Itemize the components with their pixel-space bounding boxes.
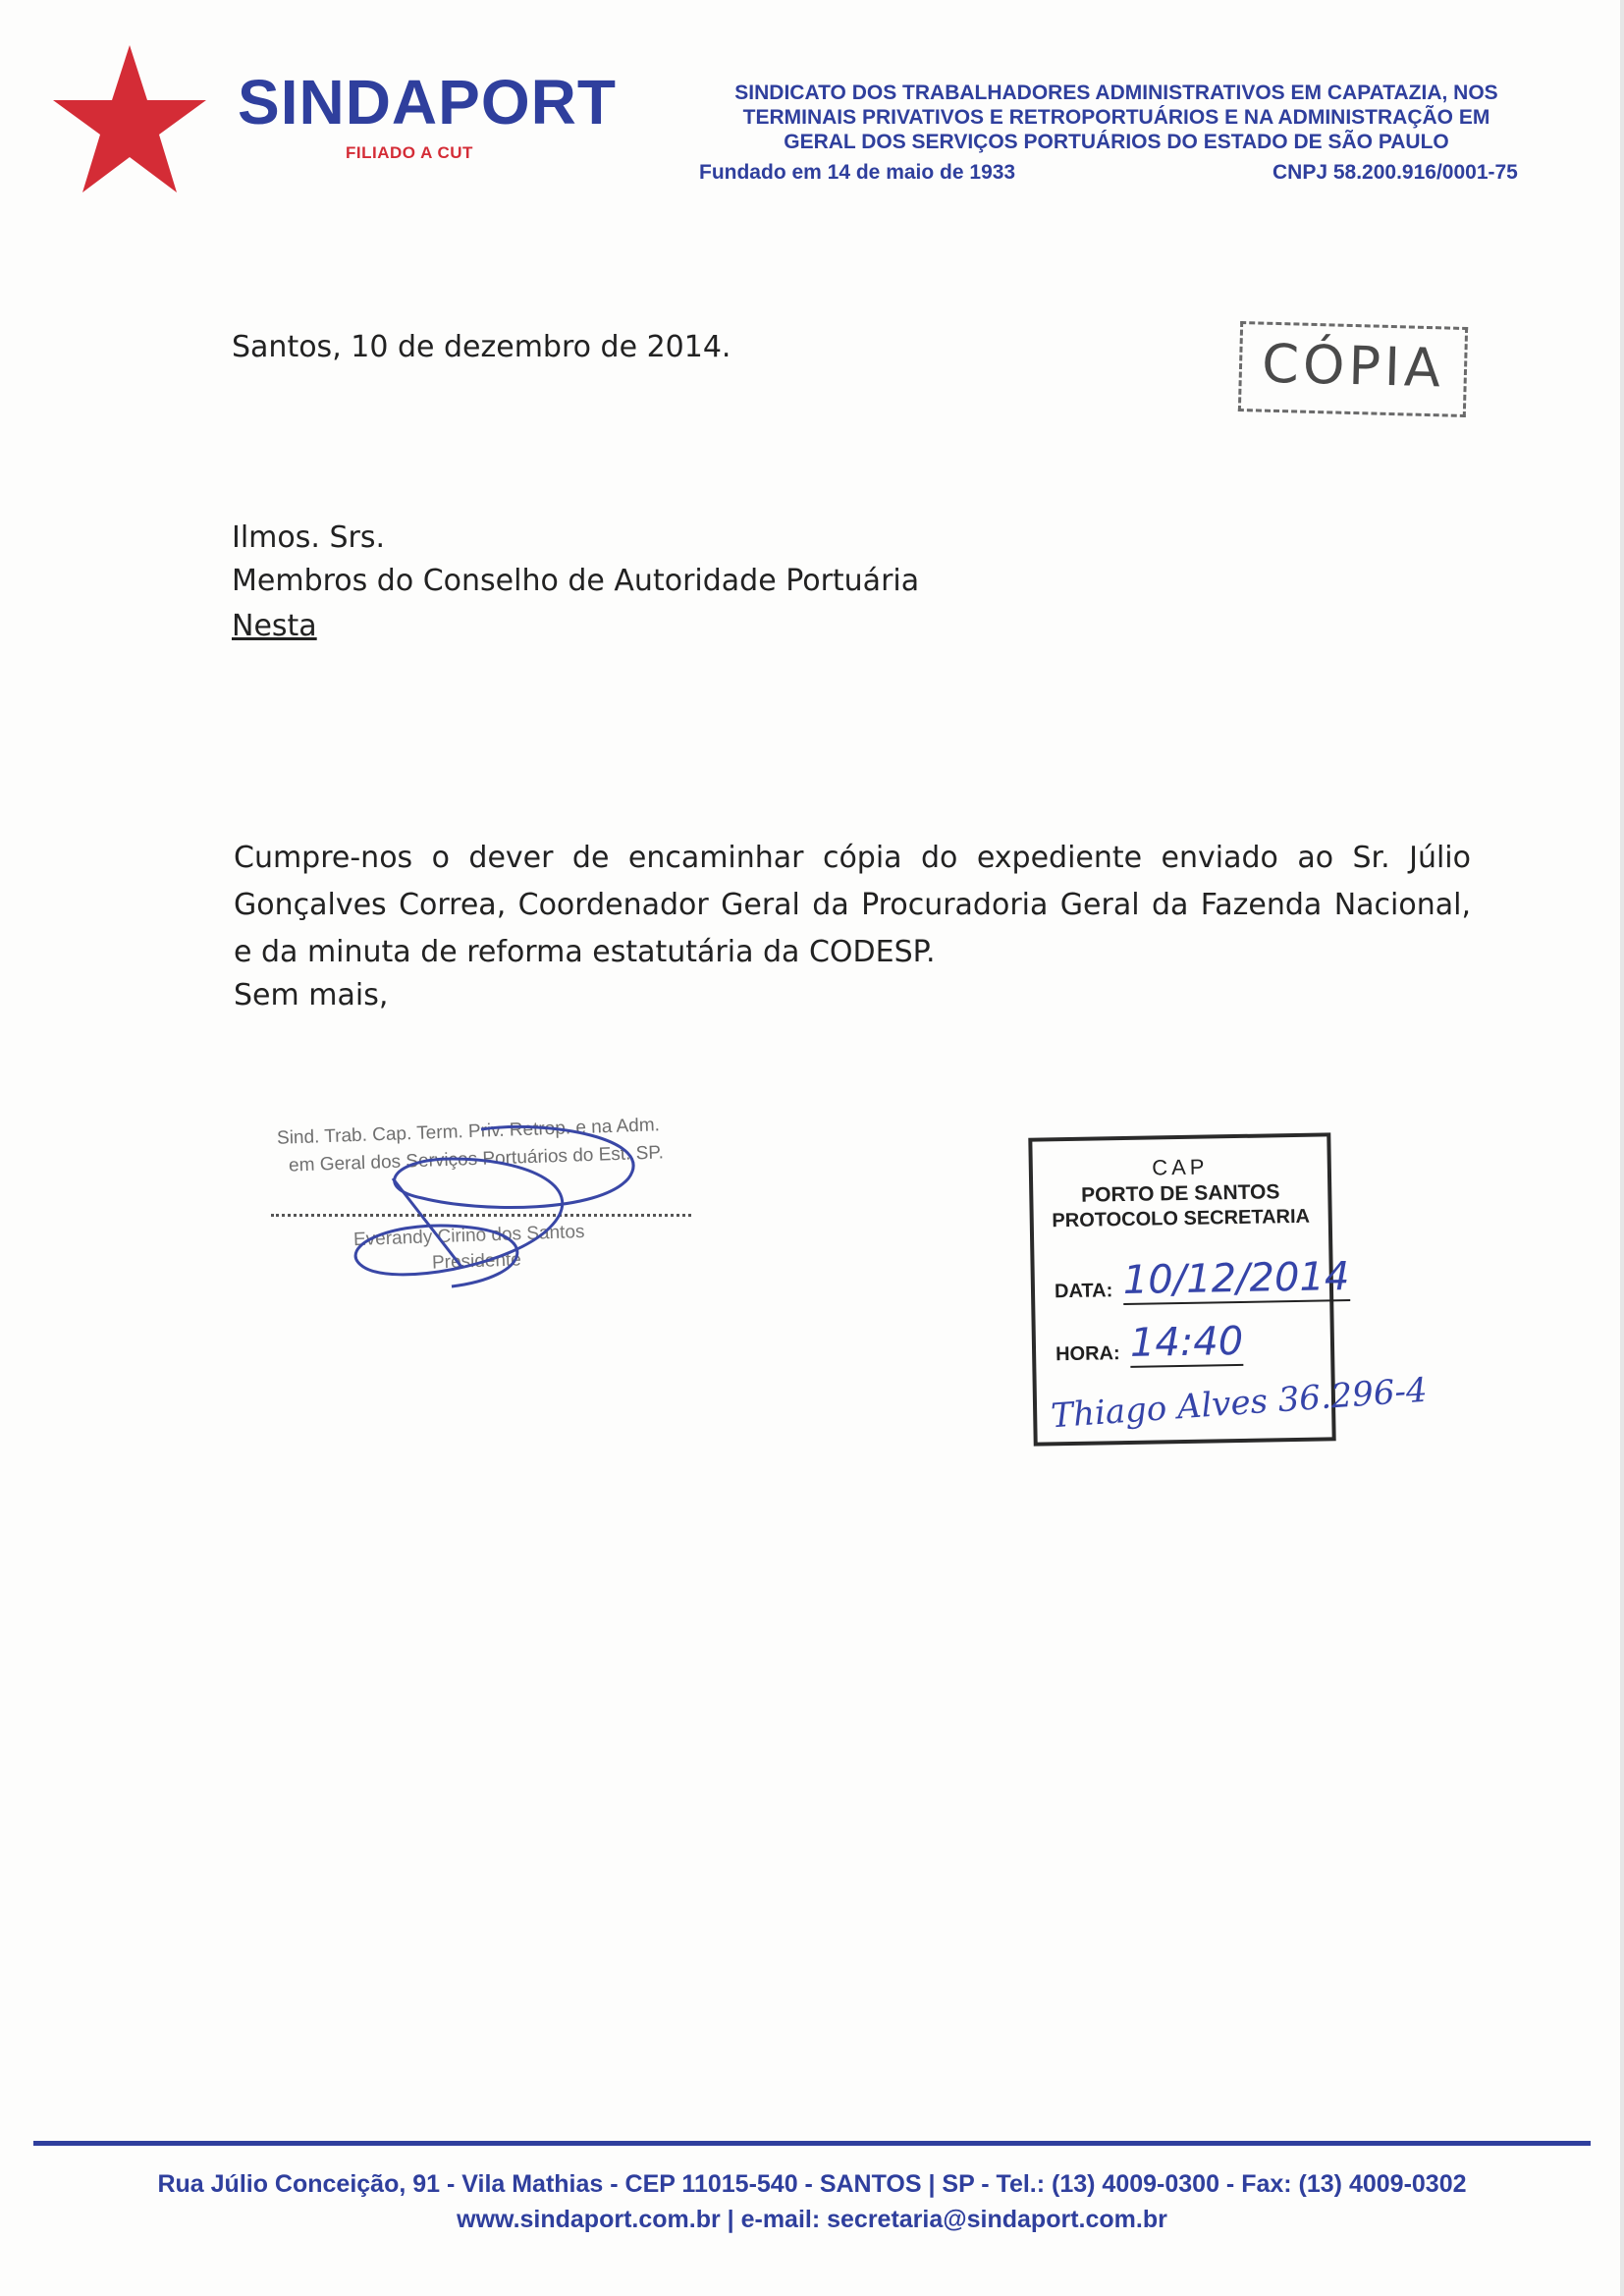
union-fullname-line: TERMINAIS PRIVATIVOS E RETROPORTUÁRIOS E NA ADMINISTRAÇÃO EM [742,106,1490,129]
footer-address: Rua Júlio Conceição, 91 - Vila Mathias - CEP 11015-540 - SANTOS | SP - Tel.: (13) 4009-0300 - Fax: (13) 4009-0302 [157,2170,1467,2198]
protocol-time-value: 14:40 [1129,1318,1244,1366]
signature-stamp-line: Sind. Trab. Cap. Term. Priv. Retrop. e na Adm. [276,1115,661,1149]
protocol-stamp [1028,1132,1429,1446]
protocol-receiver: Thiago Alves 36.296-4 [1050,1370,1429,1437]
brand-name: SINDAPORT [238,67,617,137]
handwritten-signature [334,1120,727,1296]
brand-subtitle: FILIADO A CUT [346,143,473,162]
founded-date: Fundado em 14 de maio de 1933 [699,161,1016,184]
protocol-time-label: HORA: [1055,1342,1120,1366]
protocol-stamp-port: PORTO DE SANTOS [1080,1180,1280,1207]
salutation-recipient: Membros do Conselho de Autoridade Portuária [232,564,920,598]
page-edge [1620,0,1624,2296]
copy-stamp [1238,321,1468,417]
cnpj-number: CNPJ 58.200.916/0001-75 [1272,161,1518,184]
signature-stamp-line: em Geral dos Serviços Portuários do Est. SP. [288,1142,665,1176]
protocol-stamp-department: PROTOCOLO SECRETARIA [1052,1205,1311,1232]
footer-divider [33,2141,1591,2146]
letter-date: Santos, 10 de dezembro de 2014. [232,330,731,364]
union-fullname-line: SINDICATO DOS TRABALHADORES ADMINISTRATIVOS EM CAPATAZIA, NOS [734,82,1498,104]
union-fullname-line: GERAL DOS SERVIÇOS PORTUÁRIOS DO ESTADO DE SÃO PAULO [784,131,1449,153]
protocol-stamp-cap: CAP [1151,1154,1209,1180]
letter-closing: Sem mais, [234,978,389,1012]
footer-contact: www.sindaport.com.br | e-mail: secretaria@sindaport.com.br [457,2206,1167,2233]
union-fullname [679,81,1553,154]
salutation-title: Ilmos. Srs. [232,520,386,555]
signatory-name: Everandy Cirino dos Santos [352,1221,585,1251]
red-star-icon [51,43,208,196]
salutation-nesta: Nesta [232,609,317,643]
letter-paragraph: Cumpre-nos o dever de encaminhar cópia do expediente enviado ao Sr. Júlio Gonçalves Correa, Coordenador Geral da Procuradoria Geral da Fazenda Nacional, e da minuta de reforma estatutária da CODESP. [234,841,1471,969]
protocol-date-value: 10/12/2014 [1122,1254,1350,1304]
signatory-role: Presidente [431,1249,522,1274]
protocol-date-label: DATA: [1054,1280,1113,1303]
copy-stamp-label: CÓPIA [1261,332,1445,400]
